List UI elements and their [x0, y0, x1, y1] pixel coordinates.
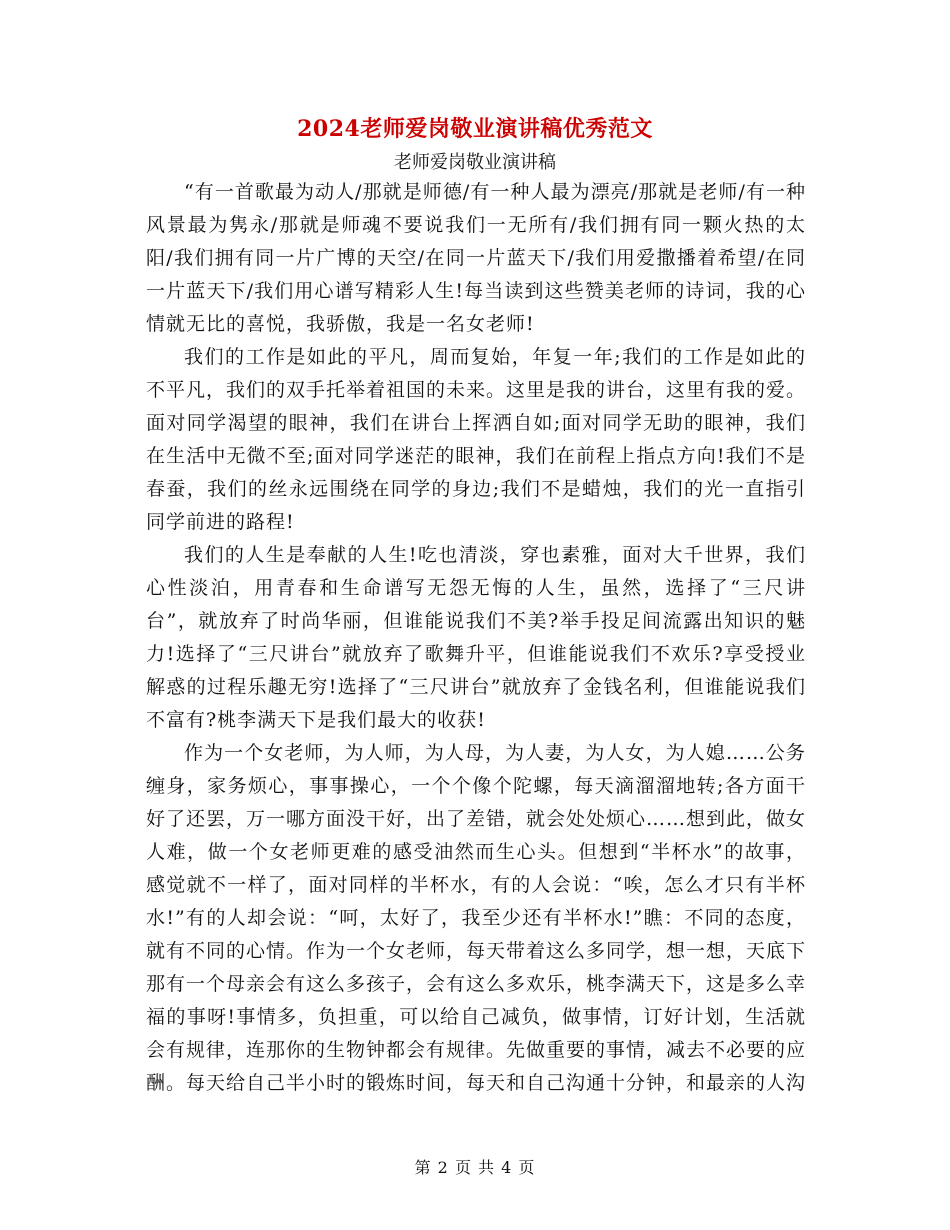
paragraph: 我们的人生是奉献的人生!吃也清淡，穿也素雅，面对大千世界，我们心性淡泊，用青春和生命谱写无怨无悔的人生，虽然，选择了“三尺讲台”，就放弃了时尚华丽，但谁能说我们不美?举手投足间流露出知识的魅力!选择了“三尺讲台”就放弃了歌舞升平，但谁能说我们不欢乐?享受授业解惑的过程乐趣无穷!选择了“三尺讲台”就放弃了金钱名利，但谁能说我们不富有?桃李满天下是我们最大的收获!: [146, 544, 806, 731]
paragraph: 我们的工作是如此的平凡，周而复始，年复一年;我们的工作是如此的不平凡，我们的双手托举着祖国的未来。这里是我的讲台，这里有我的爱。面对同学渴望的眼神，我们在讲台上挥洒自如;面对同学无助的眼神，我们在生活中无微不至;面对同学迷茫的眼神，我们在前程上指点方向!我们不是春蚕，我们的丝永远围绕在同学的身边;我们不是蜡烛，我们的光一直指引同学前进的路程!: [146, 346, 807, 533]
document-title: 2024老师爱岗敬业演讲稿优秀范文: [297, 116, 653, 142]
document-body: [146, 176, 806, 1100]
page-number-footer: 第 2 页 共 4 页: [414, 1158, 536, 1177]
paragraph: “有一首歌最为动人/那就是师德/有一种人最为漂亮/那就是老师/有一种风景最为隽永/那就是师魂不要说我们一无所有/我们拥有同一颗火热的太阳/我们拥有同一片广博的天空/在同一片蓝天下/我们用爱撒播着希望/在同一片蓝天下/我们用心谱写精彩人生!每当读到这些赞美老师的诗词，我的心情就无比的喜悦，我骄傲，我是一名女老师!: [146, 181, 806, 335]
paragraph: 作为一个女老师，为人师，为人母，为人妻，为人女，为人媳……公务缠身，家务烦心，事事操心，一个个像个陀螺，每天滴溜溜地转;各方面干好了还罢，万一哪方面没干好，出了差错，就会处处烦心……想到此，做女人难，做一个女老师更难的感受油然而生心头。但想到“半杯水”的故事，感觉就不一样了，面对同样的半杯水，有的人会说：“唉，怎么才只有半杯水!”有的人却会说：“呵，太好了，我至少还有半杯水!”瞧：不同的态度，就有不同的心情。作为一个女老师，每天带着这么多同学，想一想，天底下那有一个母亲会有这么多孩子，会有这么多欢乐，桃李满天下，这是多么幸福的事呀!事情多，负担重，可以给自己减负，做事情，订好计划，生活就会有规律，连那你的生物钟都会有规律。先做重要的事情，减去不必要的应酬。每天给自己半小时的锻炼时间，每天和自己沟通十分钟，和最亲的人沟: [146, 742, 807, 1094]
document-subtitle: 老师爱岗敬业演讲稿: [394, 152, 556, 173]
